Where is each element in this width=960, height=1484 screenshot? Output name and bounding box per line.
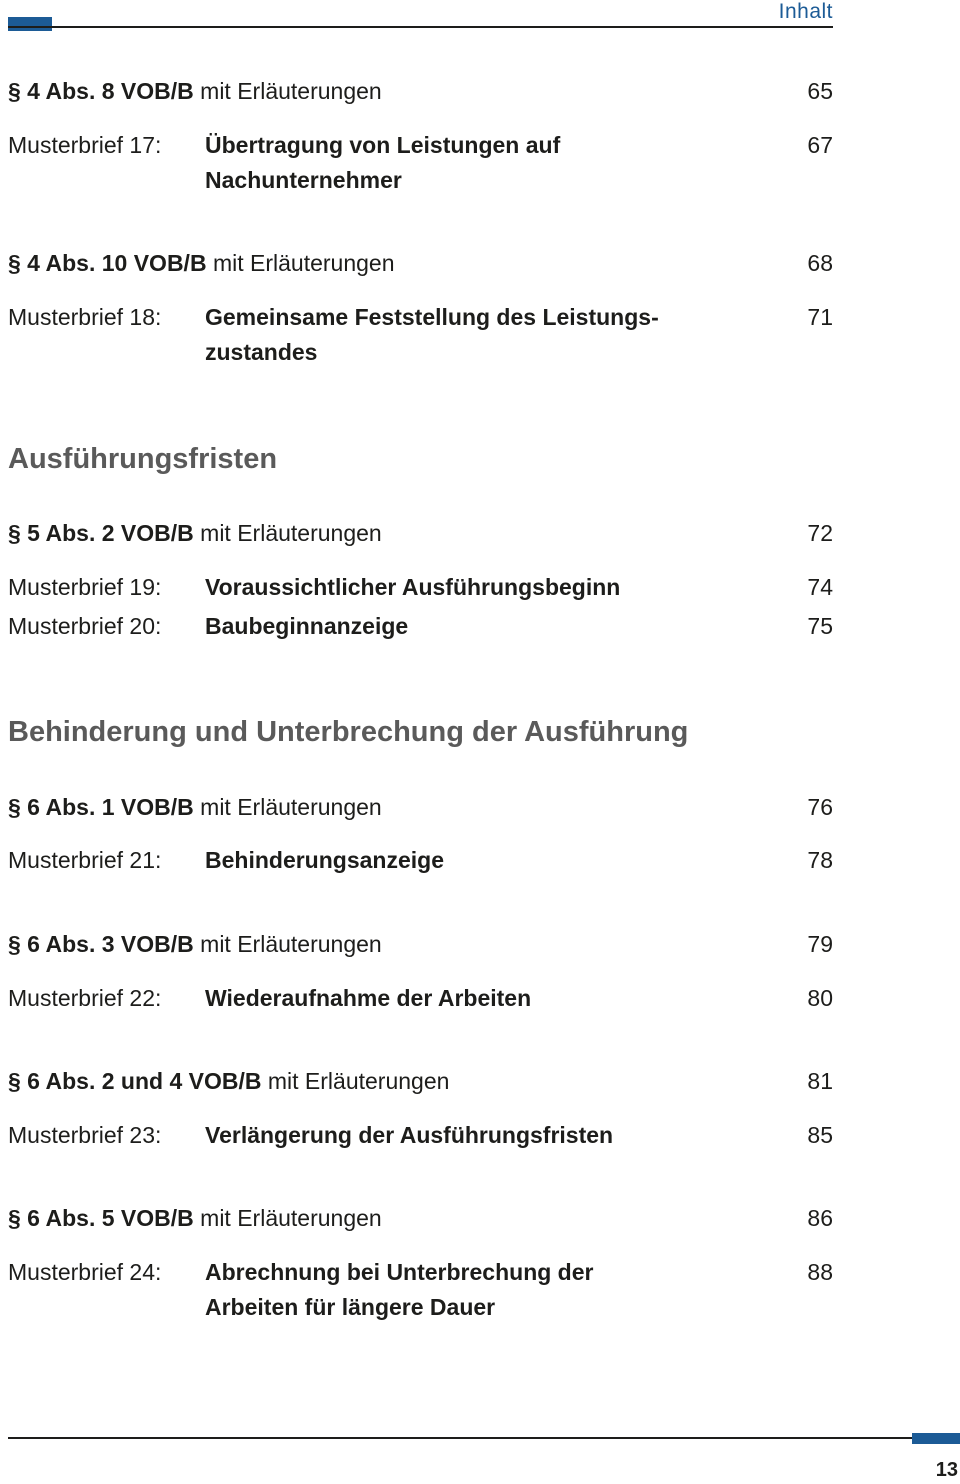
section-ref: § 5 Abs. 2 VOB/B	[8, 520, 194, 546]
entry-title-line1: Übertragung von Leistungen auf	[205, 132, 561, 158]
footer-accent-bar	[912, 1433, 960, 1444]
toc-entry-musterbrief-19[interactable]: Voraussichtlicher Ausführungsbeginn	[205, 574, 621, 600]
page-number: 81	[807, 1068, 833, 1094]
page-number: 74	[807, 574, 833, 600]
header-accent-bar	[8, 17, 52, 31]
page-number: 75	[807, 613, 833, 639]
section-suffix: mit Erläuterungen	[200, 1205, 382, 1231]
page-number: 79	[807, 931, 833, 957]
section-suffix: mit Erläuterungen	[267, 1068, 450, 1094]
toc-entry-musterbrief-22[interactable]: Wiederaufnahme der Arbeiten	[205, 985, 532, 1011]
section-suffix: mit Erläuterungen	[200, 520, 382, 546]
footer-page-number: 13	[935, 1459, 958, 1481]
entry-title-line2: Nachunternehmer	[205, 167, 402, 193]
toc-entry-musterbrief-24[interactable]	[205, 1255, 725, 1325]
page-number: 80	[807, 985, 833, 1011]
musterbrief-label: Musterbrief 20:	[8, 613, 162, 639]
entry-title-line1: Abrechnung bei Unterbrechung der	[205, 1259, 594, 1285]
section-heading-behinderung: Behinderung und Unterbrechung der Ausführung	[8, 716, 689, 748]
musterbrief-label: Musterbrief 18:	[8, 304, 162, 330]
musterbrief-label: Musterbrief 19:	[8, 574, 162, 600]
page-title: Inhalt	[778, 0, 833, 23]
musterbrief-label: Musterbrief 21:	[8, 847, 162, 873]
page-number: 86	[807, 1205, 833, 1231]
page-number: 85	[807, 1122, 833, 1148]
page-number: 65	[807, 78, 833, 104]
toc-entry-section-6-2-4[interactable]	[8, 1064, 449, 1099]
toc-entry-section-4-10[interactable]	[8, 246, 395, 281]
toc-entry-musterbrief-20[interactable]: Baubeginnanzeige	[205, 613, 409, 639]
musterbrief-label: Musterbrief 17:	[8, 132, 162, 158]
toc-entry-musterbrief-17[interactable]	[205, 128, 725, 198]
section-ref: § 6 Abs. 2 und 4 VOB/B	[8, 1068, 262, 1094]
section-heading-ausfuehrungsfristen: Ausführungsfristen	[8, 443, 278, 475]
page-number: 78	[807, 847, 833, 873]
section-ref: § 4 Abs. 10 VOB/B	[8, 250, 207, 276]
section-ref: § 6 Abs. 5 VOB/B	[8, 1205, 194, 1231]
toc-entry-musterbrief-18[interactable]	[205, 300, 725, 370]
page-number: 71	[807, 304, 833, 330]
section-suffix: mit Erläuterungen	[212, 250, 395, 276]
section-suffix: mit Erläuterungen	[200, 794, 382, 820]
entry-title-line2: zustandes	[205, 339, 318, 365]
header-rule	[8, 26, 833, 28]
musterbrief-label: Musterbrief 22:	[8, 985, 162, 1011]
section-ref: § 6 Abs. 1 VOB/B	[8, 794, 194, 820]
toc-entry-section-6-5[interactable]	[8, 1201, 382, 1236]
entry-title-line1: Gemeinsame Feststellung des Leistungs-	[205, 304, 659, 330]
page-number: 67	[807, 132, 833, 158]
section-suffix: mit Erläuterungen	[200, 931, 382, 957]
footer-rule	[8, 1437, 960, 1439]
musterbrief-label: Musterbrief 24:	[8, 1259, 162, 1285]
toc-entry-section-4-8[interactable]	[8, 74, 382, 109]
entry-title-line2: Arbeiten für längere Dauer	[205, 1294, 496, 1320]
section-ref: § 4 Abs. 8 VOB/B	[8, 78, 194, 104]
toc-entry-musterbrief-21[interactable]: Behinderungsanzeige	[205, 847, 444, 873]
page-number: 76	[807, 794, 833, 820]
section-ref: § 6 Abs. 3 VOB/B	[8, 931, 194, 957]
toc-entry-section-5-2[interactable]	[8, 516, 382, 551]
page-number: 88	[807, 1259, 833, 1285]
musterbrief-label: Musterbrief 23:	[8, 1122, 162, 1148]
toc-entry-musterbrief-23[interactable]: Verlängerung der Ausführungsfristen	[205, 1122, 614, 1148]
page-number: 72	[807, 520, 833, 546]
toc-entry-section-6-1[interactable]	[8, 790, 382, 825]
toc-entry-section-6-3[interactable]	[8, 927, 382, 962]
page-number: 68	[807, 250, 833, 276]
section-suffix: mit Erläuterungen	[200, 78, 382, 104]
